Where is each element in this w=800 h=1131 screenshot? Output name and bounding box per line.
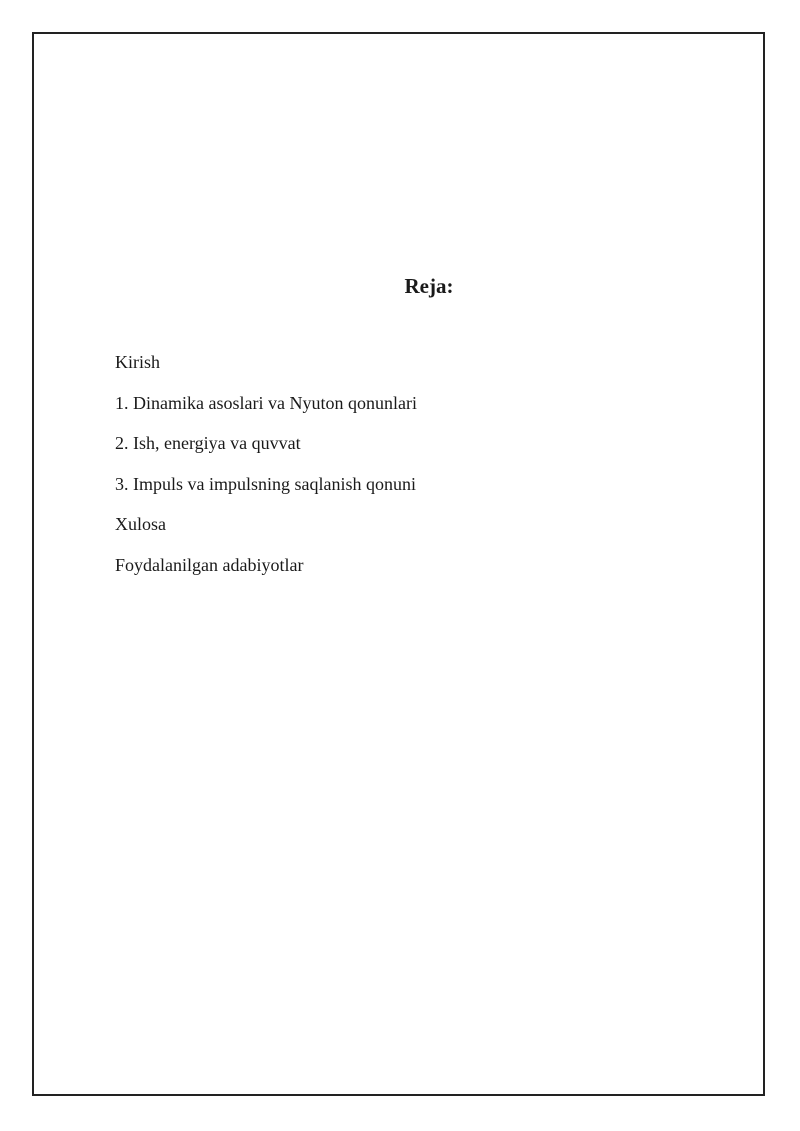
page-title: Reja:	[404, 274, 454, 298]
toc-item-section-2: 2. Ish, energiya va quvvat	[115, 433, 301, 453]
toc-item-section-3: 3. Impuls va impulsning saqlanish qonuni	[115, 473, 416, 494]
toc-item-introduction: Kirish	[115, 352, 160, 372]
toc-item-section-1: 1. Dinamika asoslari va Nyuton qonunlari	[115, 392, 417, 413]
table-of-contents	[115, 351, 417, 594]
toc-item-conclusion: Xulosa	[115, 514, 166, 534]
toc-item-references: Foydalanilgan adabiyotlar	[115, 554, 304, 575]
